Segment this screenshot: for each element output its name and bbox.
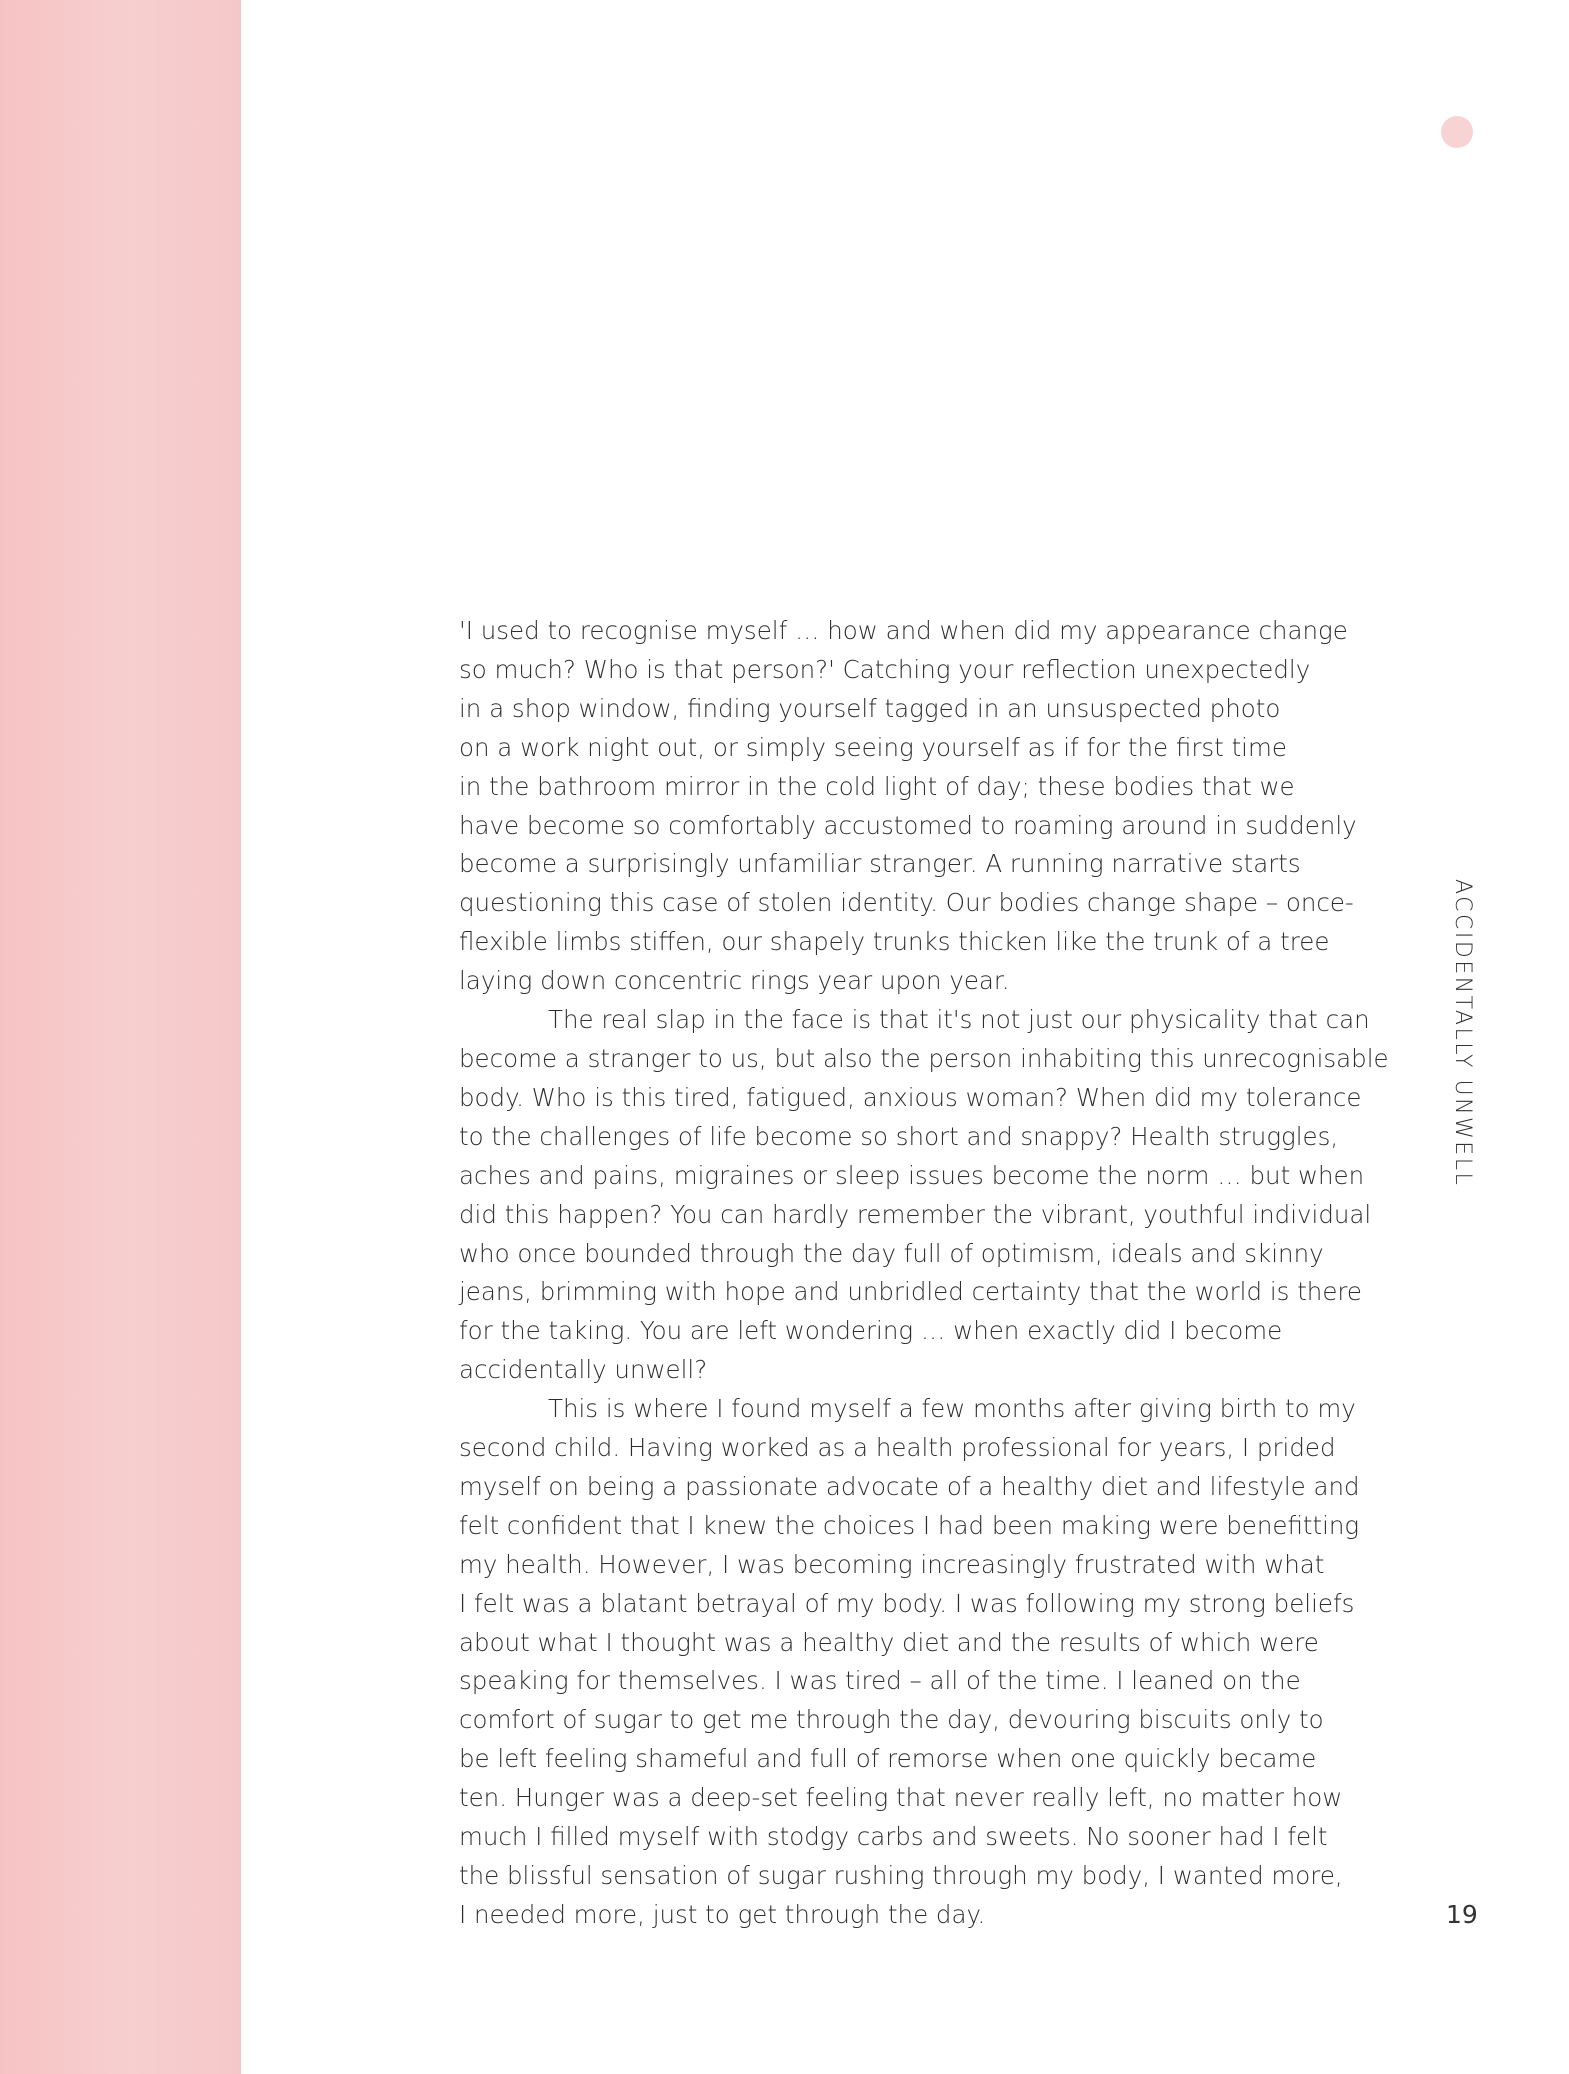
- page-number: 19: [1446, 1900, 1478, 1929]
- text-line: to the challenges of life become so short and snappy? Health struggles,: [459, 1121, 1339, 1151]
- text-line: felt confident that I knew the choices I had been making were benefitting: [459, 1510, 1360, 1540]
- text-line: second child. Having worked as a health professional for years, I prided: [459, 1433, 1336, 1463]
- pink-margin-band: [0, 0, 241, 2074]
- paragraph-2: [459, 1001, 1389, 1390]
- text-line: have become so comfortably accustomed to roaming around in suddenly: [459, 810, 1357, 840]
- text-line: did this happen? You can hardly remember the vibrant, youthful individual: [459, 1199, 1372, 1229]
- text-line: speaking for themselves. I was tired – all of the time. I leaned on the: [459, 1666, 1301, 1696]
- text-line: much I filled myself with stodgy carbs and sweets. No sooner had I felt: [459, 1822, 1328, 1852]
- text-line: ten. Hunger was a deep-set feeling that never really left, no matter how: [459, 1783, 1343, 1813]
- text-line: I felt was a blatant betrayal of my body. I was following my strong beliefs: [459, 1588, 1355, 1618]
- text-line: become a stranger to us, but also the person inhabiting this unrecognisable: [459, 1043, 1389, 1073]
- text-line: my health. However, I was becoming increasingly frustrated with what: [459, 1549, 1325, 1579]
- text-line: in the bathroom mirror in the cold light of day; these bodies that we: [459, 771, 1295, 801]
- text-line: aches and pains, migraines or sleep issues become the norm … but when: [459, 1160, 1365, 1190]
- text-line: in a shop window, finding yourself tagged in an unsuspected photo: [459, 693, 1281, 723]
- text-line: myself on being a passionate advocate of a healthy diet and lifestyle and: [459, 1471, 1360, 1501]
- text-line: be left feeling shameful and full of remorse when one quickly became: [459, 1744, 1317, 1774]
- text-line: on a work night out, or simply seeing yourself as if for the first time: [459, 732, 1287, 762]
- text-line: This is where I found myself a few months after giving birth to my: [548, 1394, 1356, 1424]
- text-line: comfort of sugar to get me through the day, devouring biscuits only to: [459, 1705, 1324, 1735]
- text-line: for the taking. You are left wondering … when exactly did I become: [459, 1316, 1283, 1346]
- text-line: flexible limbs stiffen, our shapely trunks thicken like the trunk of a tree: [459, 927, 1330, 957]
- text-line: body. Who is this tired, fatigued, anxious woman? When did my tolerance: [459, 1082, 1362, 1112]
- text-line: 'I used to recognise myself … how and when did my appearance change: [459, 616, 1348, 645]
- text-line: laying down concentric rings year upon year.: [459, 966, 1010, 996]
- running-head: ACCIDENTALLY UNWELL: [1450, 879, 1475, 1188]
- body-text: [459, 612, 1389, 1935]
- paragraph-3: [459, 1390, 1360, 1935]
- text-line: questioning this case of stolen identity. Our bodies change shape – once-: [459, 888, 1354, 918]
- paragraph-1: [459, 612, 1357, 1001]
- text-line: about what I thought was a healthy diet and the results of which were: [459, 1627, 1319, 1657]
- text-line: so much? Who is that person?' Catching your reflection unexpectedly: [459, 654, 1311, 684]
- pink-dot-ornament: [1441, 116, 1473, 148]
- text-line: become a surprisingly unfamiliar stranger. A running narrative starts: [459, 849, 1301, 879]
- text-line: the blissful sensation of sugar rushing through my body, I wanted more,: [459, 1861, 1343, 1890]
- text-line: jeans, brimming with hope and unbridled certainty that the world is there: [459, 1277, 1363, 1307]
- text-line: The real slap in the face is that it's not just our physicality that can: [548, 1005, 1370, 1035]
- text-line: accidentally unwell?: [459, 1355, 708, 1385]
- text-line: who once bounded through the day full of optimism, ideals and skinny: [459, 1238, 1324, 1268]
- text-line: I needed more, just to get through the day.: [459, 1899, 986, 1929]
